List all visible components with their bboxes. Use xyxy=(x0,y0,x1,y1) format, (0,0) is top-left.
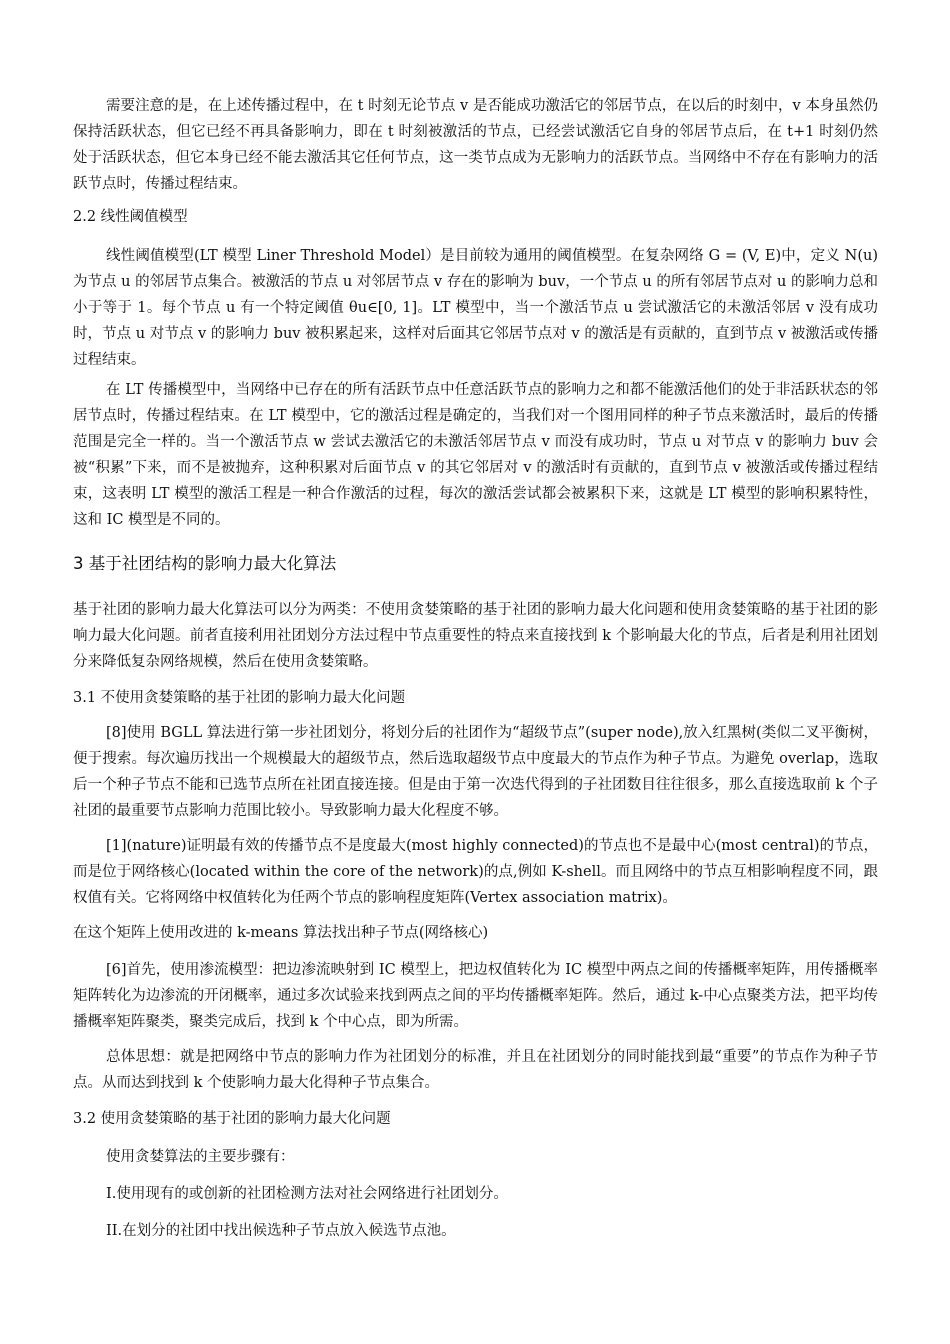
paragraph-greedy-steps-intro: 使用贪婪算法的主要步骤有： xyxy=(106,1149,295,1165)
list-item-step-1: I.使用现有的或创新的社团检测方法对社会网络进行社团划分。 xyxy=(106,1186,508,1202)
paragraph-note: 需要注意的是，在上述传播过程中，在 t 时刻无论节点 v 是否能成功激活它的邻居节点，在以后的时刻中，v 本身虽然仍保持活跃状态，但它已经不再具备影响力，即在 t 时刻被激活的节点，已经尝试激活它自身的邻居节点后，在 t+1 时刻仍然处于活跃状态，但它本身已经不能去激活其它任何节点，这一类节点成为无影响力的活跃节点。当网络中不存在有影响力的活跃节点时，传播过程结束。 xyxy=(73,98,878,192)
paragraph-percolation: [6]首先，使用渗流模型：把边渗流映射到 IC 模型上，把边权值转化为 IC 模型中两点之间的传播概率矩阵，用传播概率矩阵转化为边渗流的开闭概率，通过多次试验来找到两点之间的平均传播概率矩阵。然后，通过 k-中心点聚类方法，把平均传播概率矩阵聚类，聚类完成后，找到 k 个中心点，即为所需。 xyxy=(73,962,878,1030)
heading-3-2: 3.2 使用贪婪策略的基于社团的影响力最大化问题 xyxy=(73,1111,391,1127)
list-item-step-2: II.在划分的社团中找出候选种子节点放入候选节点池。 xyxy=(106,1223,456,1239)
heading-3-1: 3.1 不使用贪婪策略的基于社团的影响力最大化问题 xyxy=(73,690,406,706)
paragraph-lt-model: 线性阈值模型(LT 模型 Liner Threshold Model）是目前较为通用的阈值模型。在复杂网络 G = (V, E)中，定义 N(u)为节点 u 的邻居节点集合。被激活的节点 u 对邻居节点 v 存在的影响为 buv，一个节点 u 的所有邻居节点对 u 的影响力总和小于等于 1。每个节点 u 有一个特定阈值 θu∈[0, 1]。LT 模型中，当一个激活节点 u 尝试激活它的未激活邻居 v 没有成功时，节点 u 对节点 v 的影响力 buv 被积累起来，这样对后面其它邻居节点对 v 的激活是有贡献的，直到节点 v 被激活或传播过程结束。 xyxy=(73,248,878,368)
heading-section-3: 3 基于社团结构的影响力最大化算法 xyxy=(73,554,337,573)
heading-2-2: 2.2 线性阈值模型 xyxy=(73,209,188,225)
paragraph-bgll: [8]使用 BGLL 算法进行第一步社团划分，将划分后的社团作为“超级节点”(super node),放入红黑树(类似二叉平衡树，便于搜索。每次遍历找出一个规模最大的超级节点，然后选取超级节点中度最大的节点作为种子节点。为避免 overlap，选取后一个种子节点不能和已选节点所在社团直接连接。但是由于第一次迭代得到的子社团数目往往很多，那么直接选取前 k 个子社团的最重要节点影响力范围比较小。导致影响力最大化程度不够。 xyxy=(73,725,878,819)
paragraph-nature: [1](nature)证明最有效的传播节点不是度最大(most highly connected)的节点也不是最中心(most central)的节点，而是位于网络核心(located within the core of the network)的点,例如 K-shell。而且网络中的节点互相影响程度不同，跟权值有关。它将网络中权值转化为任两个节点的影响程度矩阵(Vertex association matrix)。 xyxy=(73,838,878,906)
paragraph-section-3-intro: 基于社团的影响力最大化算法可以分为两类：不使用贪婪策略的基于社团的影响力最大化问题和使用贪婪策略的基于社团的影响力最大化问题。前者直接利用社团划分方法过程中节点重要性的特点来直接找到 k 个影响最大化的节点，后者是利用社团划分来降低复杂网络规模，然后在使用贪婪策略。 xyxy=(73,602,878,670)
paragraph-lt-propagation: 在 LT 传播模型中，当网络中已存在的所有活跃节点中任意活跃节点的影响力之和都不能激活他们的处于非活跃状态的邻居节点时，传播过程结束。在 LT 模型中，它的激活过程是确定的，当我们对一个图用同样的种子节点来激活时，最后的传播范围是完全一样的。当一个激活节点 w 尝试去激活它的未激活邻居节点 v 而没有成功时，节点 u 对节点 v 的影响力 buv 会被“积累”下来，而不是被抛弃，这种积累对后面节点 v 的其它邻居对 v 的激活时有贡献的，直到节点 v 被激活或传播过程结束，这表明 LT 模型的激活工程是一种合作激活的过程，每次的激活尝试都会被累积下来，这就是 LT 模型的影响积累特性，这和 IC 模型是不同的。 xyxy=(73,382,878,528)
paragraph-kmeans: 在这个矩阵上使用改进的 k-means 算法找出种子节点(网络核心) xyxy=(73,925,489,941)
paragraph-overall-idea: 总体思想：就是把网络中节点的影响力作为社团划分的标准，并且在社团划分的同时能找到最“重要”的节点作为种子节点。从而达到找到 k 个使影响力最大化得种子节点集合。 xyxy=(73,1049,878,1091)
